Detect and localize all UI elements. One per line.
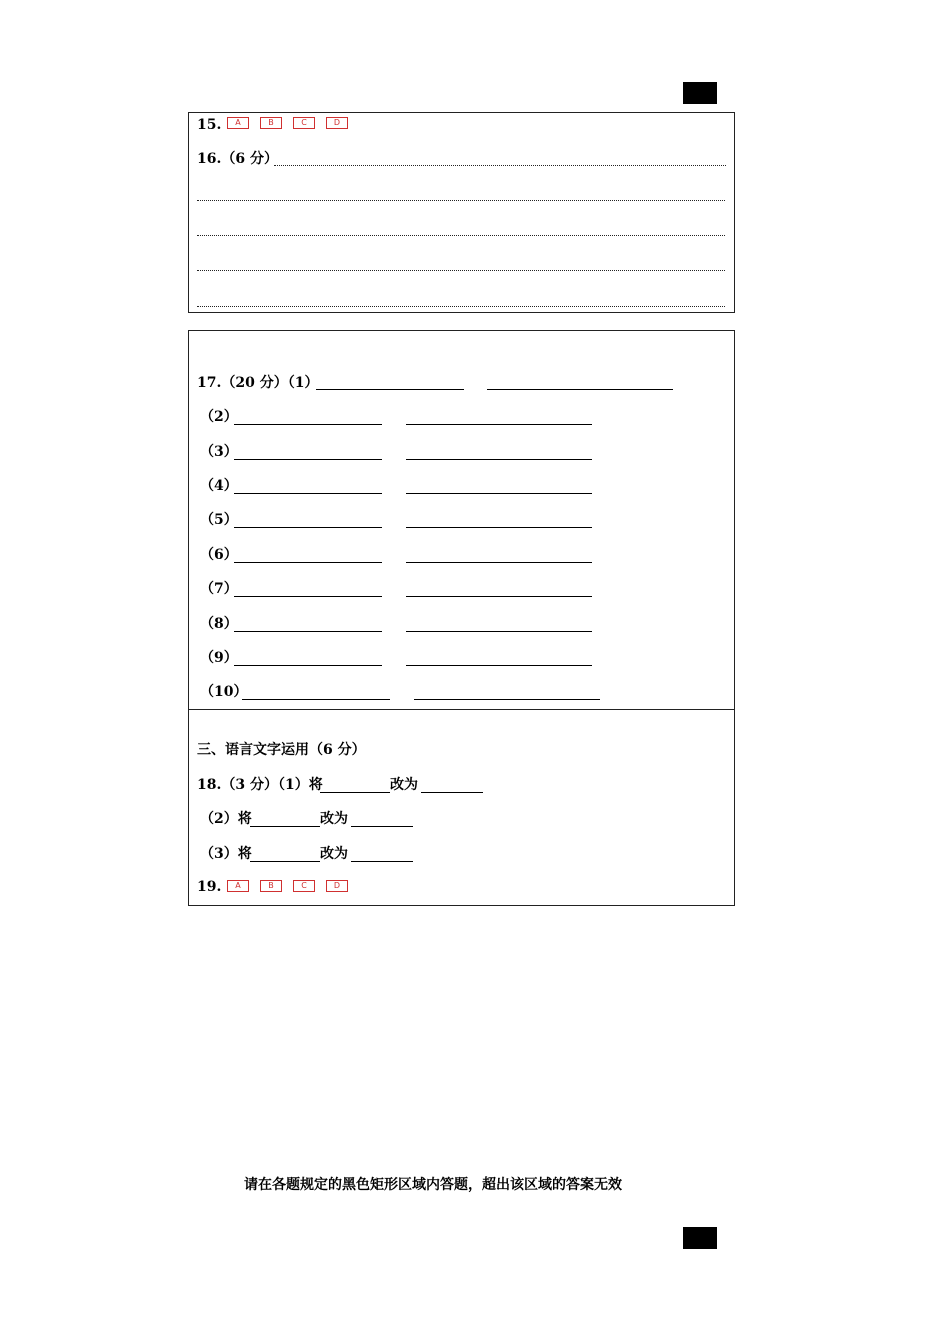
q18-label: 18.（3 分）（1）将: [197, 777, 323, 793]
q19-option-b[interactable]: B: [260, 880, 282, 892]
alignment-marker-top: [683, 82, 717, 104]
q16-answer-line-5[interactable]: [197, 306, 725, 307]
q15-option-d[interactable]: D: [326, 117, 348, 129]
q17-sub-label: （9）: [200, 650, 238, 666]
q16-label: 16.（6 分）: [197, 151, 278, 167]
q15-option-a[interactable]: A: [227, 117, 249, 129]
q16-answer-line-3[interactable]: [197, 235, 725, 236]
q17-7-blank-b[interactable]: [406, 596, 592, 597]
q17-4-blank-a[interactable]: [234, 493, 382, 494]
q17-sub-label: （7）: [200, 581, 238, 597]
q17-4-blank-b[interactable]: [406, 493, 592, 494]
q17-sub-label: （8）: [200, 616, 238, 632]
q17-5-blank-b[interactable]: [406, 527, 592, 528]
q17-6-blank-b[interactable]: [406, 562, 592, 563]
q18-1-blank-original[interactable]: [320, 792, 390, 793]
change-to-label: 改为: [320, 846, 348, 862]
q17-9-blank-b[interactable]: [406, 665, 592, 666]
section-divider: [188, 709, 734, 710]
q18-3-blank-revised[interactable]: [351, 861, 413, 862]
q17-10-blank-a[interactable]: [242, 699, 390, 700]
q17-8-blank-b[interactable]: [406, 631, 592, 632]
q16-answer-line-4[interactable]: [197, 270, 725, 271]
q18-3-blank-original[interactable]: [250, 861, 320, 862]
q17-7-blank-a[interactable]: [234, 596, 382, 597]
q17-6-blank-a[interactable]: [234, 562, 382, 563]
q15-options: [227, 117, 348, 129]
q16-answer-line-1[interactable]: [274, 165, 726, 166]
q17-sub-label: （5）: [200, 512, 238, 528]
q15-label: 15.: [197, 117, 222, 133]
q19-options: [227, 880, 348, 892]
change-to-label: 改为: [320, 811, 348, 827]
alignment-marker-bottom: [683, 1227, 717, 1249]
q19-option-c[interactable]: C: [293, 880, 315, 892]
answer-box-17-19: [188, 330, 735, 906]
footer-note: 请在各题规定的黑色矩形区域内答题，超出该区域的答案无效: [244, 1177, 622, 1193]
q19-option-d[interactable]: D: [326, 880, 348, 892]
q15-option-b[interactable]: B: [260, 117, 282, 129]
q18-3-label: （3）将: [200, 846, 252, 862]
q17-1-blank-b[interactable]: [487, 389, 673, 390]
q17-label: 17.（20 分）（1）: [197, 375, 319, 391]
q17-3-blank-a[interactable]: [234, 459, 382, 460]
q17-2-blank-a[interactable]: [234, 424, 382, 425]
q17-9-blank-a[interactable]: [234, 665, 382, 666]
answer-box-15-16: [188, 112, 735, 313]
q17-sub-label: （2）: [200, 409, 238, 425]
q17-sub-label: （3）: [200, 444, 238, 460]
q15-option-c[interactable]: C: [293, 117, 315, 129]
q17-sub-label: （10）: [200, 684, 248, 700]
q16-answer-line-2[interactable]: [197, 200, 725, 201]
q17-1-blank-a[interactable]: [316, 389, 464, 390]
q17-5-blank-a[interactable]: [234, 527, 382, 528]
q17-8-blank-a[interactable]: [234, 631, 382, 632]
q17-3-blank-b[interactable]: [406, 459, 592, 460]
q17-10-blank-b[interactable]: [414, 699, 600, 700]
q18-2-blank-original[interactable]: [250, 826, 320, 827]
q19-label: 19.: [197, 879, 222, 895]
q18-1-blank-revised[interactable]: [421, 792, 483, 793]
q17-2-blank-b[interactable]: [406, 424, 592, 425]
section-title: 三、语言文字运用（6 分）: [197, 742, 366, 758]
q17-sub-label: （6）: [200, 547, 238, 563]
change-to-label: 改为: [390, 777, 418, 793]
q17-sub-label: （4）: [200, 478, 238, 494]
q18-2-blank-revised[interactable]: [351, 826, 413, 827]
q19-option-a[interactable]: A: [227, 880, 249, 892]
q18-2-label: （2）将: [200, 811, 252, 827]
